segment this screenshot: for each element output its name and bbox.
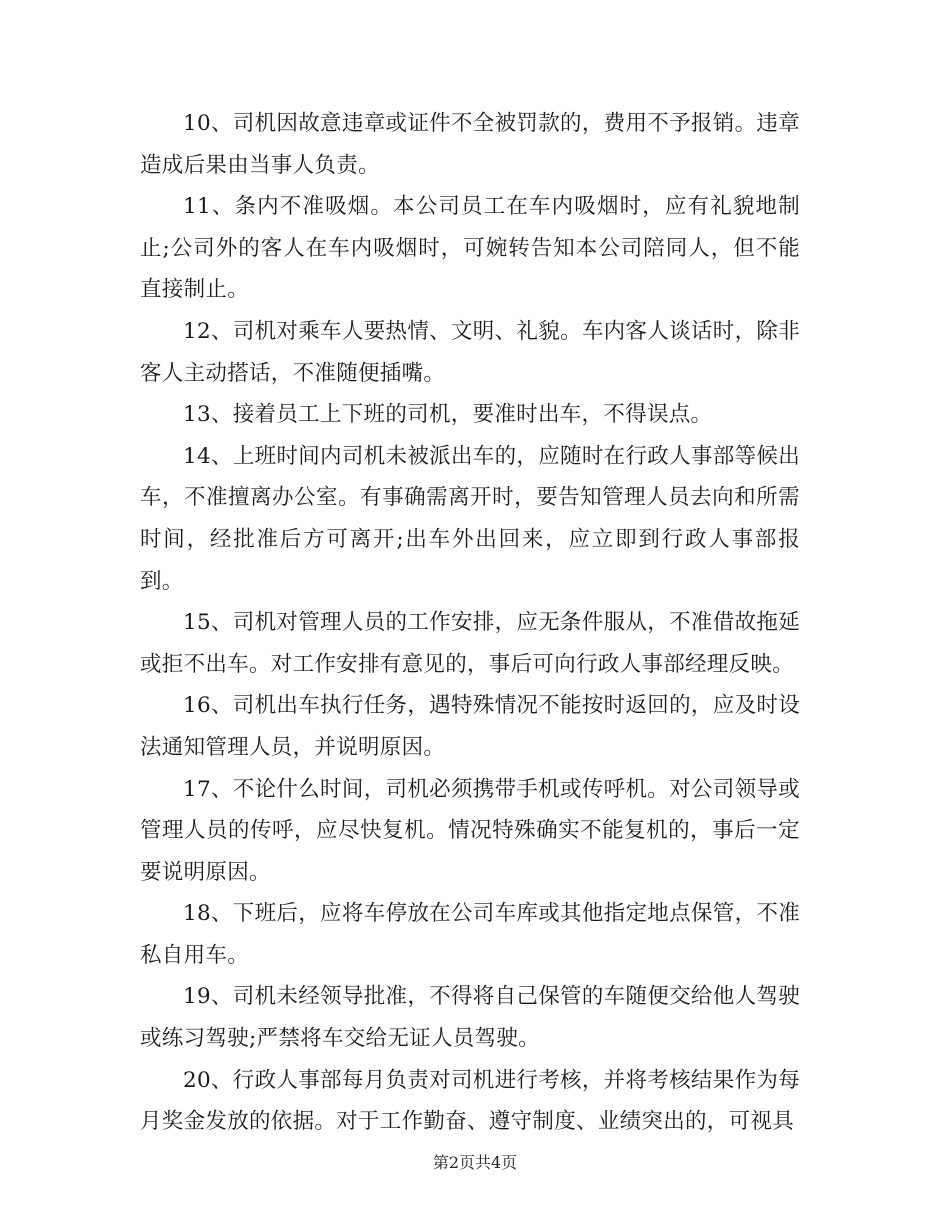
document-body: [140, 103, 800, 1143]
rule-paragraph-16: 16、司机出车执行任务，遇特殊情况不能按时返回的，应及时设法通知管理人员，并说明原因。: [140, 693, 800, 760]
rule-paragraph-12: 12、司机对乘车人要热情、文明、礼貌。车内客人谈话时，除非客人主动搭话，不准随便插嘴。: [140, 318, 800, 386]
page-number-footer: 第2页共4页: [432, 1153, 518, 1172]
rule-paragraph-19: 19、司机未经领导批准，不得将自己保管的车随便交给他人驾驶或练习驾驶;严禁将车交给无证人员驾驶。: [140, 984, 800, 1052]
rule-paragraph-15: 15、司机对管理人员的工作安排，应无条件服从，不准借故拖延或拒不出车。对工作安排有意见的，事后可向行政人事部经理反映。: [140, 610, 800, 677]
rule-paragraph-14: 14、上班时间内司机未被派出车的，应随时在行政人事部等候出车，不准擅离办公室。有事确需离开时，要告知管理人员去向和所需时间，经批准后方可离开;出车外出回来，应立即到行政人事部报到。: [140, 443, 800, 594]
rule-paragraph-20: 20、行政人事部每月负责对司机进行考核，并将考核结果作为每月奖金发放的依据。对于工作勤奋、遵守制度、业绩突出的，可视具: [140, 1067, 800, 1135]
rule-paragraph-10: 10、司机因故意违章或证件不全被罚款的，费用不予报销。违章造成后果由当事人负责。: [140, 111, 800, 178]
rule-paragraph-17: 17、不论什么时间，司机必须携带手机或传呼机。对公司领导或管理人员的传呼，应尽快复机。情况特殊确实不能复机的，事后一定要说明原因。: [140, 776, 800, 885]
rule-paragraph-18: 18、下班后，应将车停放在公司车库或其他指定地点保管，不准私自用车。: [140, 901, 800, 968]
rule-paragraph-13: 13、接着员工上下班的司机，要准时出车，不得误点。: [183, 402, 713, 428]
rule-paragraph-11: 11、条内不准吸烟。本公司员工在车内吸烟时，应有礼貌地制止;公司外的客人在车内吸烟时，可婉转告知本公司陪同人，但不能直接制止。: [140, 194, 800, 303]
